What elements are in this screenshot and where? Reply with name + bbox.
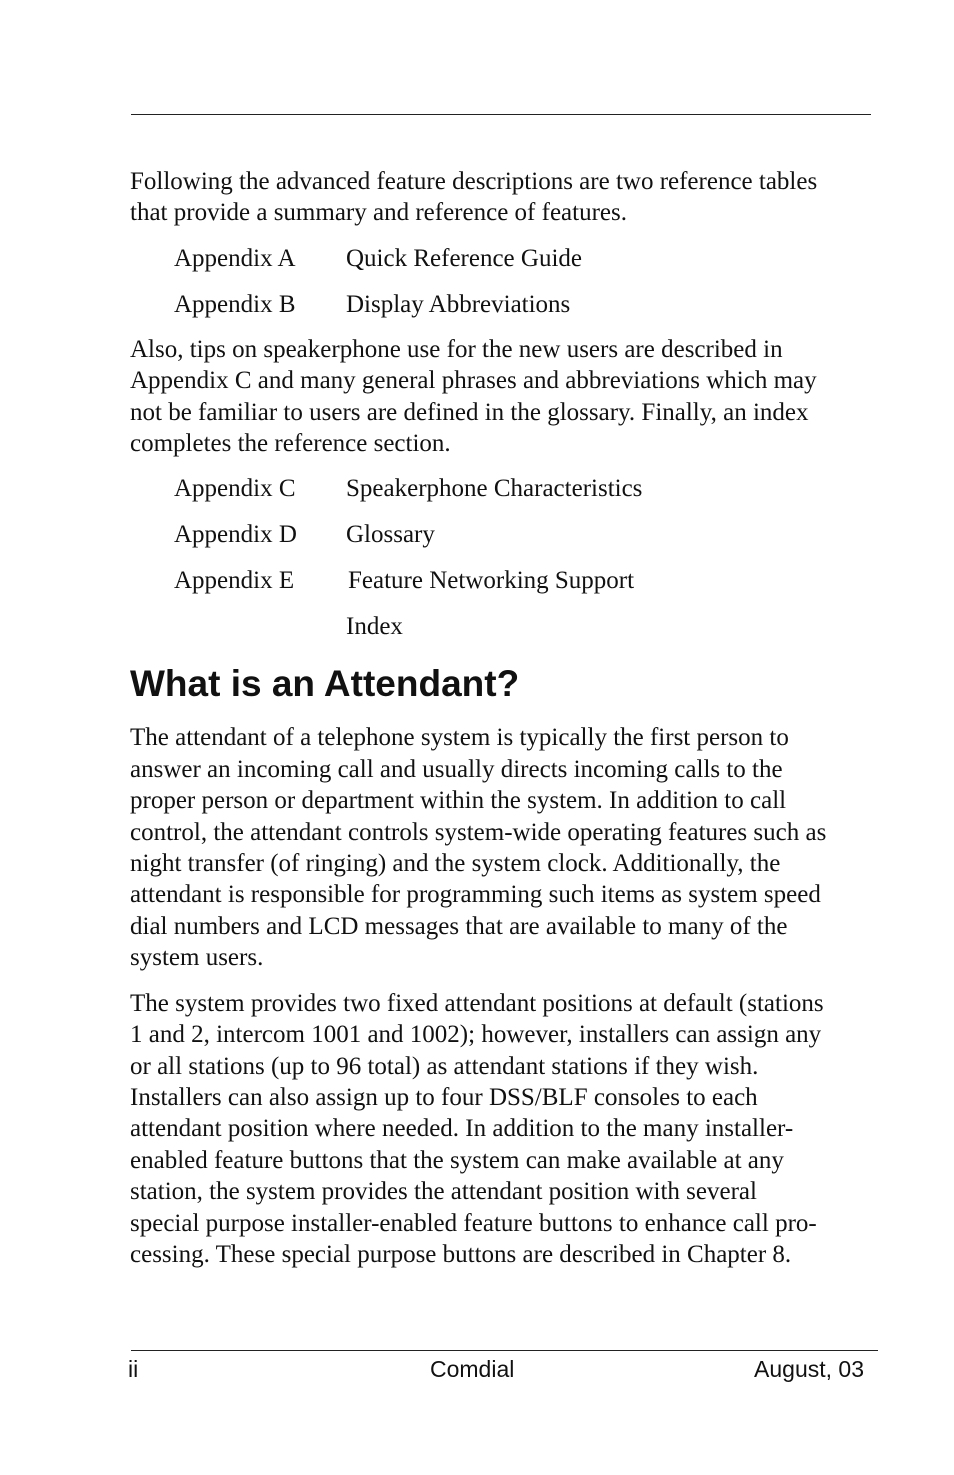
appendix-row <box>130 473 870 519</box>
body-line: special purpose installer-enabled feature buttons to enhance call pro- <box>130 1209 817 1237</box>
appendix-title: Feature Networking Support <box>348 567 635 595</box>
attendant-paragraph-2 <box>130 988 870 1271</box>
appendix-title: Quick Reference Guide <box>346 244 582 272</box>
body-line: attendant is responsible for programming such items as system speed <box>130 881 821 909</box>
footer-company: Comdial <box>430 1356 515 1382</box>
body-line: system users. <box>130 944 264 972</box>
appendix-row <box>130 289 870 320</box>
body-line: Installers can also assign up to four DSS/BLF consoles to each <box>130 1083 758 1111</box>
body-line: The attendant of a telephone system is typically the first person to <box>130 724 789 752</box>
body-line: control, the attendant controls system-wide operating features such as <box>130 818 827 846</box>
tips-line: completes the reference section. <box>130 430 451 458</box>
appendix-title: Speakerphone Characteristics <box>346 475 643 503</box>
attendant-paragraph-1 <box>130 722 870 973</box>
body-line: dial numbers and LCD messages that are available to many of the <box>130 912 788 940</box>
appendix-list-reference <box>130 243 870 320</box>
intro-paragraph <box>130 166 870 229</box>
appendix-label: Appendix B <box>174 290 296 318</box>
page-footer <box>128 1354 864 1384</box>
appendix-title: Index <box>346 613 403 641</box>
tips-paragraph <box>130 334 870 460</box>
body-line: station, the system provides the attendant position with several <box>130 1178 757 1206</box>
body-line: or all stations (up to 96 total) as attendant stations if they wish. <box>130 1052 759 1080</box>
body-line: answer an incoming call and usually directs incoming calls to the <box>130 755 783 783</box>
appendix-title: Glossary <box>346 521 435 549</box>
appendix-list-supplementary <box>130 473 870 642</box>
appendix-label: Appendix D <box>174 521 297 549</box>
footer-rule <box>131 1350 878 1351</box>
intro-line: Following the advanced feature descriptions are two reference tables <box>130 168 818 195</box>
tips-line: Also, tips on speakerphone use for the new users are described in <box>130 335 783 363</box>
body-line: The system provides two fixed attendant positions at default (stations <box>130 989 824 1017</box>
appendix-label: Appendix A <box>174 244 296 272</box>
appendix-row <box>130 611 870 642</box>
footer-date: August, 03 <box>754 1356 864 1382</box>
body-line: enabled feature buttons that the system can make available at any <box>130 1146 784 1174</box>
body-line: proper person or department within the system. In addition to call <box>130 787 787 815</box>
appendix-row <box>130 243 870 289</box>
appendix-row <box>130 519 870 565</box>
body-line: attendant position where needed. In addition to the many installer- <box>130 1115 794 1143</box>
intro-line: that provide a summary and reference of features. <box>130 199 627 227</box>
section-heading: What is an Attendant? <box>130 663 520 705</box>
body-line: night transfer (of ringing) and the system clock. Additionally, the <box>130 850 781 878</box>
appendix-title: Display Abbreviations <box>346 290 571 318</box>
appendix-row <box>130 565 870 611</box>
body-line: 1 and 2, intercom 1001 and 1002); however, installers can assign any <box>130 1021 822 1049</box>
appendix-label: Appendix E <box>174 567 295 595</box>
tips-line: not be familiar to users are defined in the glossary. Finally, an index <box>130 398 809 426</box>
header-rule <box>131 114 871 115</box>
footer-page-number: ii <box>128 1356 139 1382</box>
tips-line: Appendix C and many general phrases and abbreviations which may <box>130 367 817 395</box>
page-content <box>130 166 870 1284</box>
appendix-label: Appendix C <box>174 475 296 503</box>
body-line: cessing. These special purpose buttons are described in Chapter 8. <box>130 1240 792 1268</box>
